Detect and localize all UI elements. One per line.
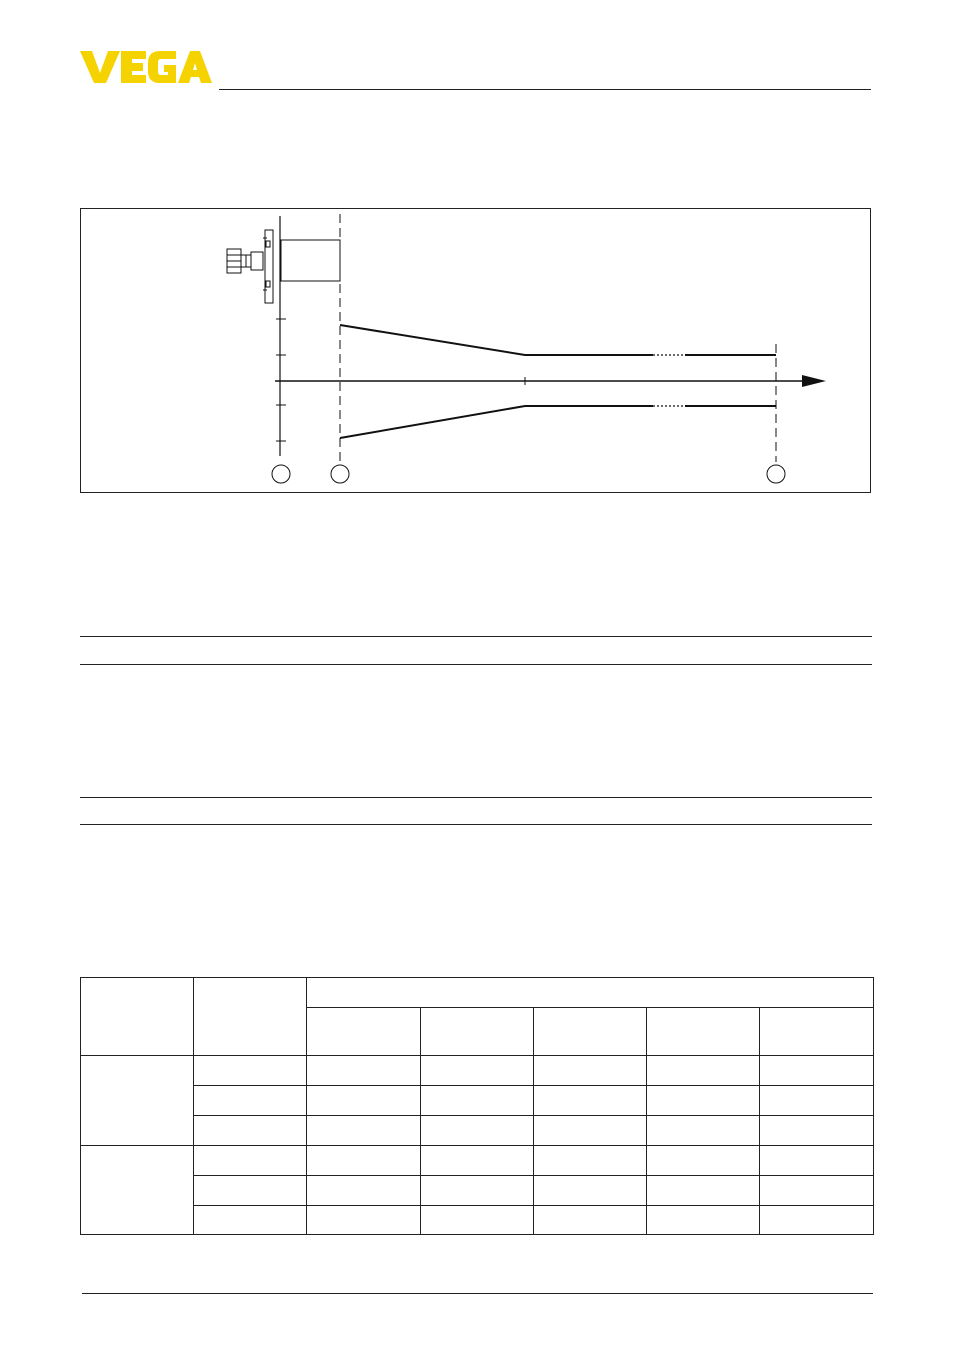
header-subcell-4 [647,1008,760,1056]
table-cell [421,1056,534,1086]
sensor-thread [251,252,263,270]
table-cell [760,1116,874,1146]
table-cell [307,1086,421,1116]
logo-letter-v [80,51,120,83]
row-group-label-2 [81,1146,194,1235]
table-cell [421,1146,534,1176]
table-cell [760,1206,874,1235]
table-cell [534,1176,647,1206]
table-cell [307,1056,421,1086]
table-cell [760,1056,874,1086]
section-rule-1 [80,636,872,637]
table-cell [534,1086,647,1116]
table-cell [534,1056,647,1086]
table-cell [194,1116,307,1146]
table-cell [421,1086,534,1116]
horn-antenna [281,240,340,281]
section-rule-2 [80,664,872,665]
table-cell [307,1146,421,1176]
accuracy-curve-upper [340,325,653,355]
header-subcell-2 [421,1008,534,1056]
header-rule [219,89,871,90]
accuracy-curve-lower [340,406,653,438]
table-cell [421,1116,534,1146]
table-cell [760,1146,874,1176]
table-cell [647,1056,760,1086]
logo-letter-e [121,51,146,83]
table-cell [194,1206,307,1235]
header-cell-col2 [194,978,307,1056]
footer-rule [82,1293,873,1294]
logo-letter-g [148,51,176,83]
header-subcell-5 [760,1008,874,1056]
header-subcell-3 [534,1008,647,1056]
table-row [81,1206,874,1235]
marker-circle-1 [272,465,290,483]
table-cell [307,1176,421,1206]
table-cell [647,1206,760,1235]
header-subcell-1 [307,1008,421,1056]
table-cell [194,1056,307,1086]
table-cell [647,1116,760,1146]
table-cell [194,1146,307,1176]
table-cell [534,1206,647,1235]
marker-circle-3 [767,465,785,483]
table-cell [760,1176,874,1206]
table-cell [194,1086,307,1116]
table-cell [307,1206,421,1235]
table-cell [760,1086,874,1116]
table-cell [421,1206,534,1235]
vega-logo [80,48,212,86]
axis-arrowhead [802,375,826,387]
row-group-label-1 [81,1056,194,1146]
table-cell [421,1176,534,1206]
header-cell-col1 [81,978,194,1056]
table-cell [534,1146,647,1176]
table-row [81,1056,874,1086]
table-cell [194,1176,307,1206]
marker-circle-2 [331,465,349,483]
table-cell [534,1116,647,1146]
table-cell [647,1176,760,1206]
accuracy-table [80,977,874,1235]
section-rule-4 [80,824,872,825]
table-row [81,1176,874,1206]
section-rule-3 [80,797,872,798]
table-row [81,1146,874,1176]
header-cell-group [307,978,874,1008]
table-cell [307,1116,421,1146]
table-header-row-1 [81,978,874,1008]
table-cell [647,1086,760,1116]
table-cell [647,1146,760,1176]
table-row [81,1116,874,1146]
accuracy-diagram [80,208,873,495]
table-row [81,1086,874,1116]
